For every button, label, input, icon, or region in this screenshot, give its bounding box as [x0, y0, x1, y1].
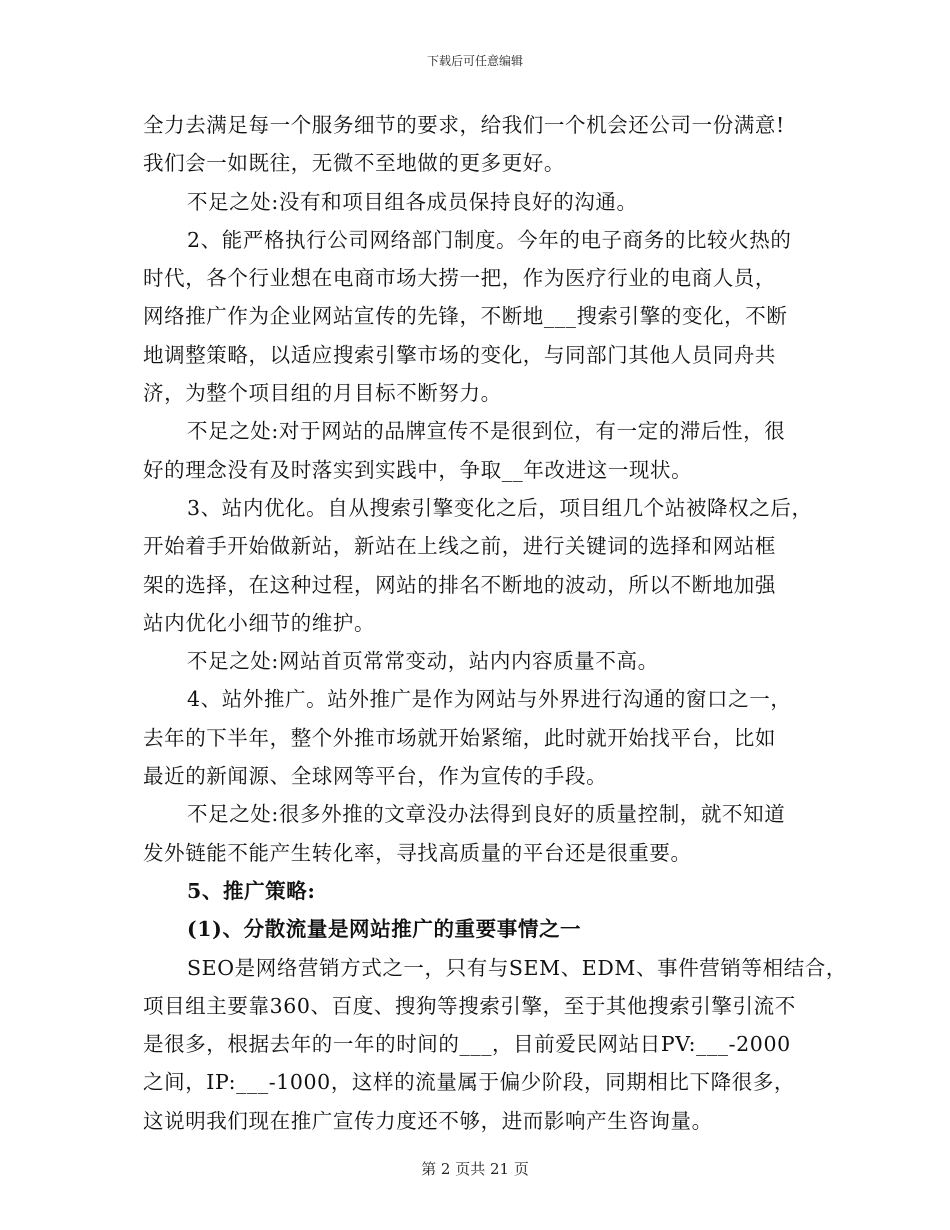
paragraph-line: 不足之处:网站首页常常变动，站内内容质量不高。 — [187, 649, 659, 674]
paragraph-line: 不足之处:没有和项目组各成员保持良好的沟通。 — [187, 189, 638, 214]
paragraph-line: 去年的下半年，整个外推市场就开始紧缩，此时就开始找平台，比如 — [143, 725, 776, 750]
paragraph-line: 3、站内优化。自从搜索引擎变化之后，项目组几个站被降权之后， — [187, 495, 813, 520]
paragraph-line: 之间，IP:___-1000，这样的流量属于偏少阶段，同期相比下降很多， — [143, 1070, 796, 1095]
paragraph-line: 4、站外推广。站外推广是作为网站与外界进行沟通的窗口之一， — [187, 687, 792, 712]
section-heading-line: (1)、分散流量是网站推广的重要事情之一 — [187, 917, 582, 942]
page-header: 下载后可任意编辑 — [426, 54, 523, 68]
paragraph-line: 是很多，根据去年的一年的时间的___，目前爱民网站日PV:___-2000 — [143, 1032, 791, 1057]
paragraph-line: 网络推广作为企业网站宣传的先锋，不断地___搜索引擎的变化，不断 — [143, 304, 788, 329]
paragraph-line: 我们会一如既往，无微不至地做的更多更好。 — [143, 151, 565, 176]
paragraph-line: 2、能严格执行公司网络部门制度。今年的电子商务的比较火热的 — [187, 227, 792, 252]
page-footer: 第 2 页共 21 页 — [421, 1160, 529, 1178]
paragraph-line: 架的选择，在这种过程，网站的排名不断地的波动，所以不断地加强 — [143, 572, 776, 597]
section-heading-line: 5、推广策略: — [187, 878, 316, 903]
paragraph-line: 这说明我们现在推广宣传力度还不够，进而影响产生咨询量。 — [143, 1108, 713, 1133]
document-body — [143, 106, 848, 1140]
paragraph-line: 全力去满足每一个服务细节的要求，给我们一个机会还公司一份满意! — [143, 113, 785, 137]
paragraph-line: 不足之处:对于网站的品牌宣传不是很到位，有一定的滞后性，很 — [187, 419, 786, 444]
paragraph-line: 好的理念没有及时落实到实践中，争取__年改进这一现状。 — [143, 457, 693, 482]
paragraph-line: 时代，各个行业想在电商市场大捞一把，作为医疗行业的电商人员， — [143, 266, 776, 291]
paragraph-line: 站内优化小细节的维护。 — [143, 610, 376, 635]
paragraph-line: 开始着手开始做新站，新站在上线之前，进行关键词的选择和网站框 — [143, 534, 776, 559]
paragraph-line: SEO是网络营销方式之一，只有与SEM、EDM、事件营销等相结合， — [187, 955, 848, 980]
paragraph-line: 济，为整个项目组的月目标不断努力。 — [143, 381, 502, 406]
paragraph-line: 发外链能不能产生转化率，寻找高质量的平台还是很重要。 — [143, 840, 692, 865]
paragraph-line: 不足之处:很多外推的文章没办法得到良好的质量控制，就不知道 — [187, 802, 786, 827]
paragraph-line: 项目组主要靠360、百度、搜狗等搜索引擎，至于其他搜索引擎引流不 — [143, 993, 796, 1018]
paragraph-line: 最近的新闻源、全球网等平台，作为宣传的手段。 — [143, 764, 608, 789]
paragraph-line: 地调整策略，以适应搜索引擎市场的变化，与同部门其他人员同舟共 — [143, 342, 776, 367]
